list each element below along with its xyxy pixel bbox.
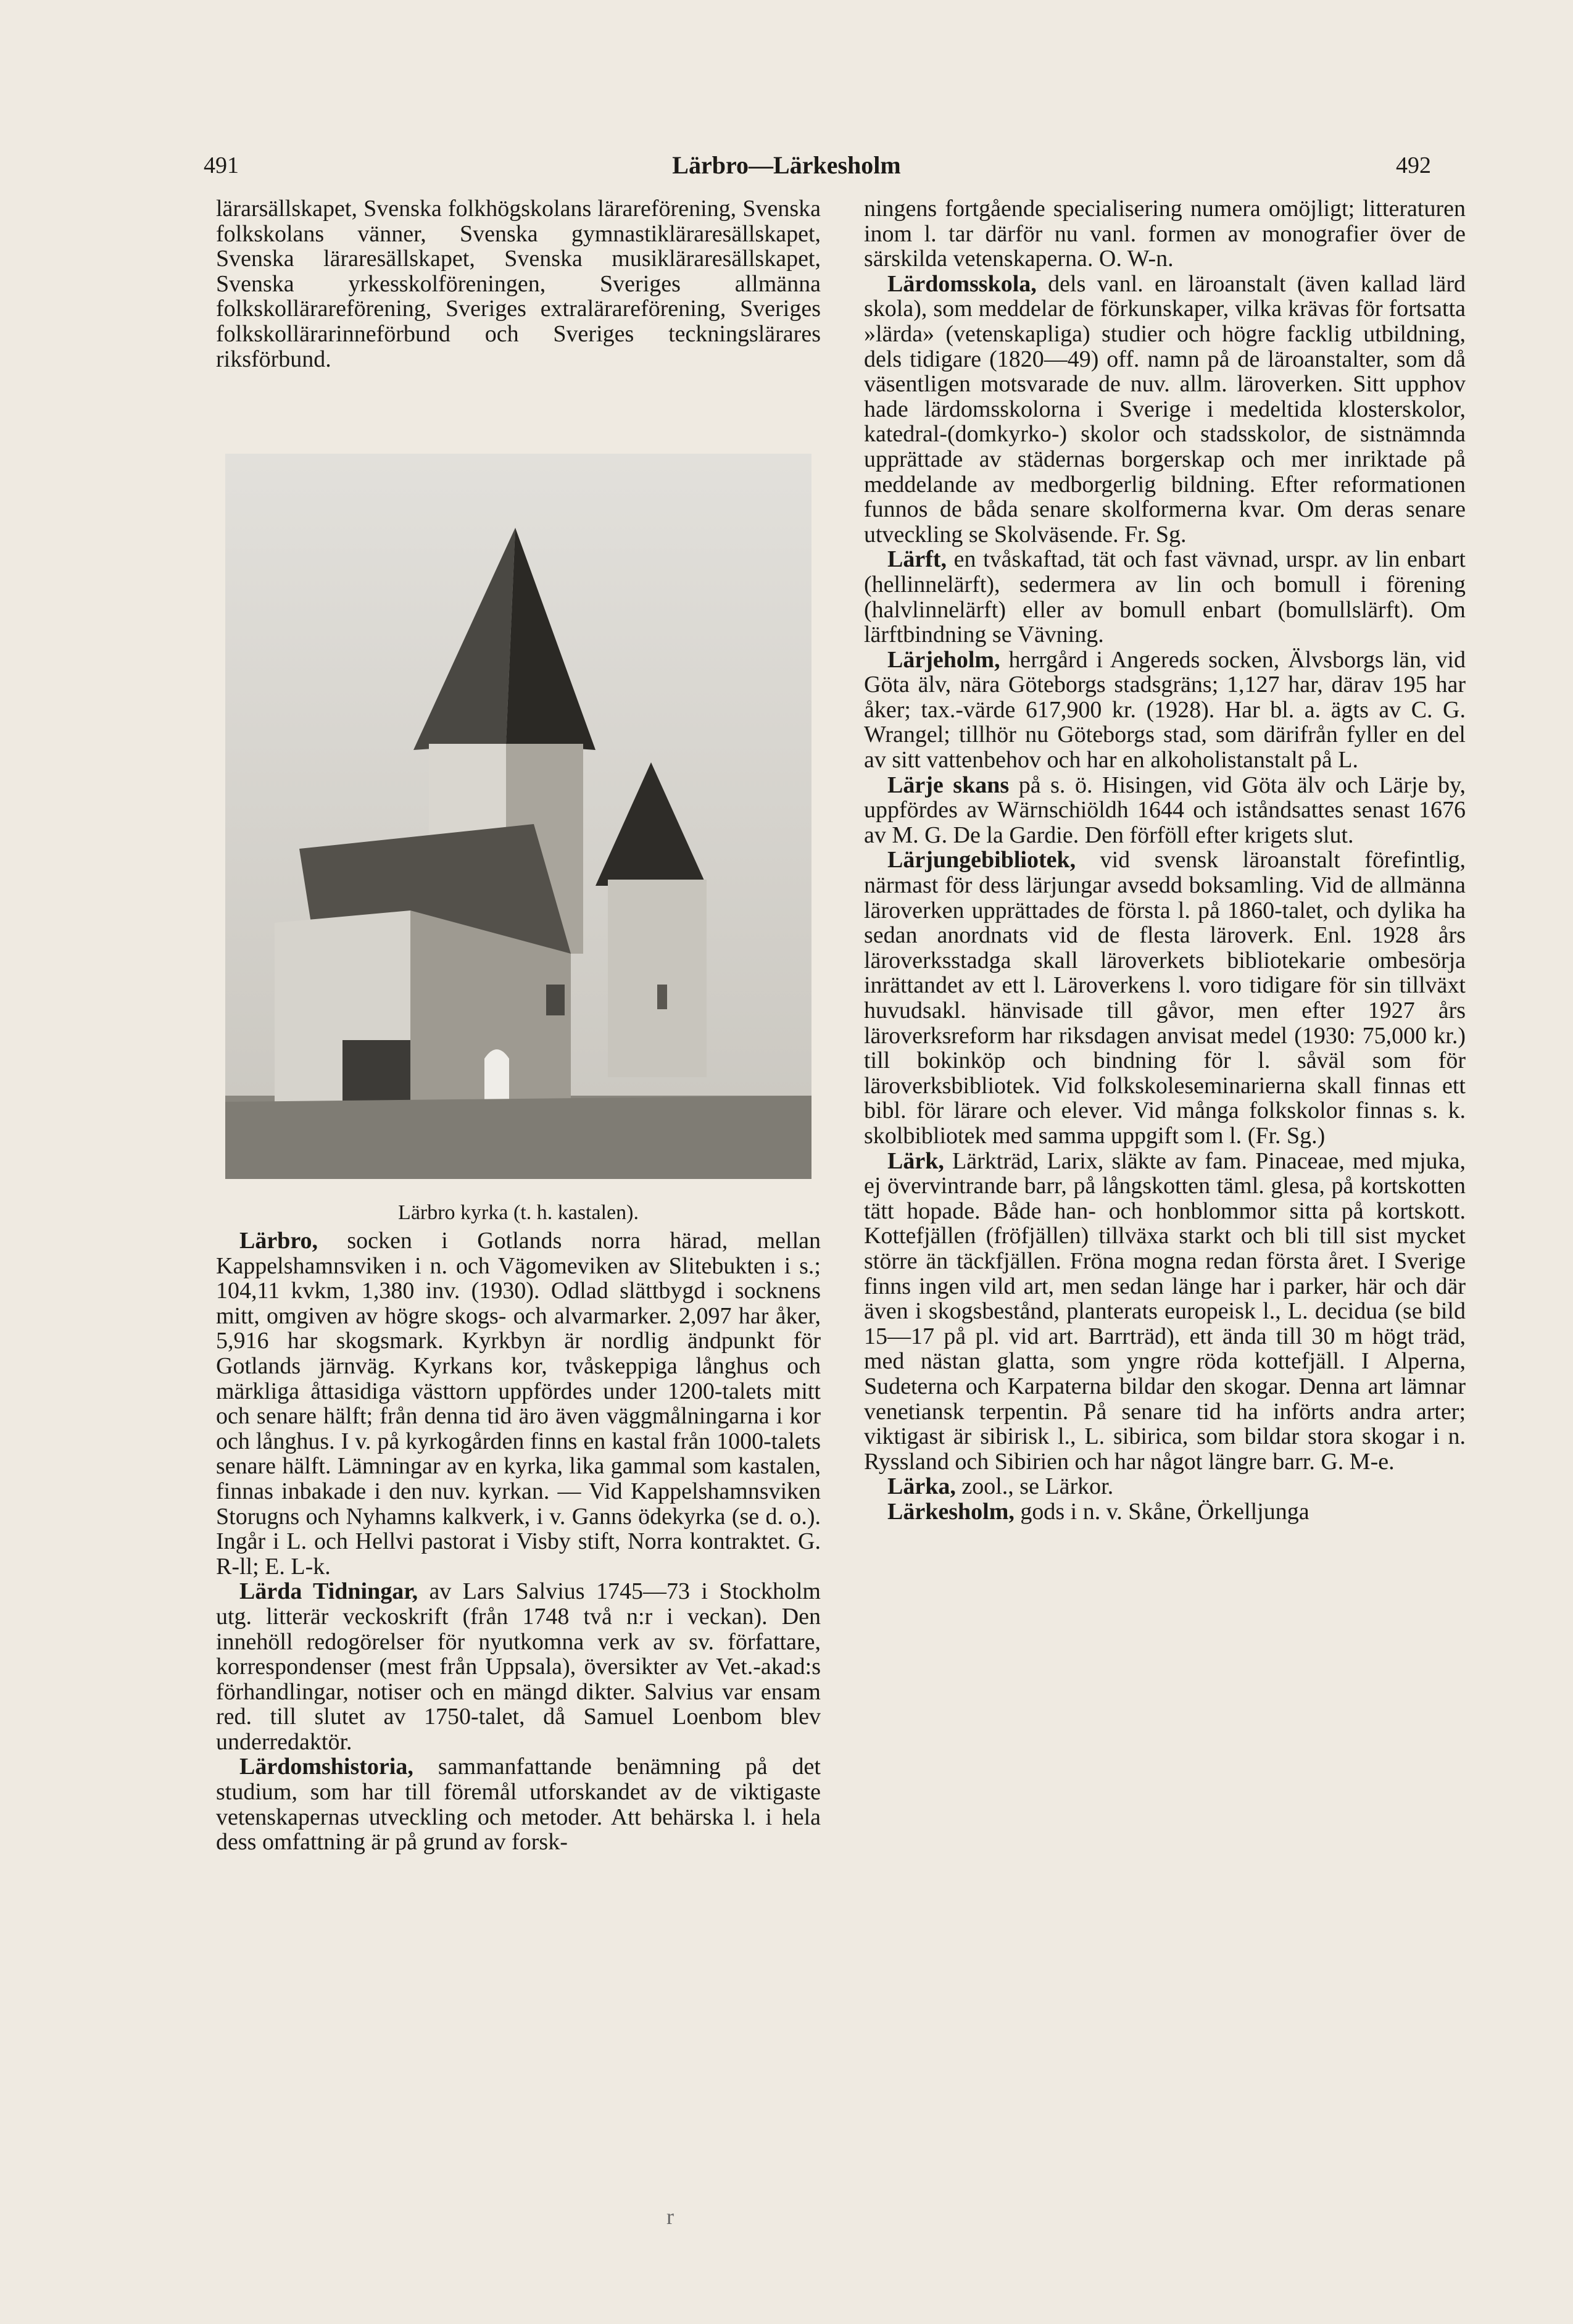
- footer-mark: r: [666, 2204, 674, 2229]
- page-number-left: 491: [204, 152, 239, 178]
- right-column: [864, 196, 1466, 1524]
- entry-larjungebibliotek: [864, 848, 1466, 1148]
- entry-text: gods i n. v. Skåne, Örkelljunga: [1014, 1498, 1309, 1525]
- entry-headword: Lärdomshistoria,: [239, 1754, 413, 1780]
- entry-larka: [864, 1474, 1466, 1499]
- entry-text: socken i Gotlands norra härad, mellan Kappelshamnsviken i n. och Vägomeviken av Slitebukten i s.; 104,11 kvkm, 1,380 inv. (1930). Odlad slättbygd i socknens mitt, omgiven av högre skogs- och alvarmarker. 2,097 har åker, 5,916 har skogsmark. Kyrkbyn är nordlig ändpunkt för Gotlands järnväg. Kyrkans kor, tvåskeppiga långhus och märkliga åttasidiga västtorn uppfördes under 1200-talets mitt och senare hälft; från denna tid äro även väggmålningarna i kor och långhus. I v. på kyrkogården finns en kastal från 1000-talets senare hälft. Lämningar av en kyrka, lika gammal som kastalen, finnas inbakade i den nuv. kyrkan. — Vid Kappelshamnsviken Storugns och Nyhamns kalkverk, i v. Ganns ödekyrka (se d. o.). Ingår i L. och Hellvi pastorat i Visby stift, Norra kontraktet.: [216, 1228, 821, 1555]
- entry-headword: Lärkesholm,: [887, 1498, 1015, 1525]
- left-column-intro: [216, 196, 821, 372]
- entry-signature: G. R-ll; E. L-k.: [216, 1528, 821, 1580]
- entry-larft: [864, 547, 1466, 647]
- entry-signature: O. W-n.: [1098, 246, 1174, 272]
- entry-headword: Lärk,: [887, 1147, 944, 1174]
- entry-text: dels vanl. en läroanstalt (även kallad lärd skola), som meddelar de förkunskaper, vilka krävas för fortsatta »lärda» (vetenskapliga) studier och högre facklig utbildning, dels tidigare (1820—49) off. namn på de läroanstalter, som då väsentligen motsvarade de nuv. allm. läroverken. Sitt upphov hade lärdomsskolorna i Sverige i medeltida klosterskolor, katedral-(domkyrko-) skolor och stadsskolor, de sistnämnda upprättade av städernas borgerskap och mer inriktade på meddelande av medborgerlig bildning. Efter reformationen funnos de båda senare skolformerna kvar. Om deras senare utveckling se Skolväsende.: [864, 270, 1466, 548]
- entry-text: på s. ö. Hisingen, vid Göta älv och Lärje by, uppfördes av Wärnschiöldh 1644 och iståndsattes senast 1676 av M. G. De la Gardie. Den förföll efter krigets slut.: [864, 772, 1466, 848]
- intro-paragraph: lärarsällskapet, Svenska folkhögskolans lärareförening, Svenska folkskolans vänner, Svenska gymnastikläraresällskapet, Svenska läraresällskapet, Svenska musikläraresällskapet, Svenska yrkesskolföreningen, Sveriges allmänna folkskollärareförening, Sveriges extralärareförening, Sveriges folkskollärarinneförbund och Sveriges teckningslärares riksförbund.: [216, 196, 821, 372]
- entry-text: av Lars Salvius 1745—73 i Stockholm utg. litterär veckoskrift (från 1748 två n:r i veckan). Den innehöll redogörelser för nyutkomna verk av sv. författare, korrespondenser (mest från Uppsala), översikter av Vet.-akad:s förhandlingar, notiser och en mängd dikter. Salvius var ensam red. till slutet av 1750-talet, då Samuel Loenbom blev underredaktör.: [216, 1578, 821, 1755]
- figure-caption: Lärbro kyrka (t. h. kastalen).: [398, 1201, 639, 1224]
- entry-text: ningens fortgående specialisering numera omöjligt; litteraturen inom l. tar därför nu vanl. formen av monografier över de särskilda vetenskaperna.: [864, 196, 1466, 272]
- entry-larbro: [216, 1228, 821, 1579]
- entry-text: Lärkträd, Larix, släkte av fam. Pinaceae, med mjuka, ej övervintrande barr, på långskotten täml. glesa, på kortskotten tätt hopade. Både han- och honblommor sitta på kortskott. Kottefjällen (fröfjällen) tillväxa starkt och bli till sist mycket större än täckfjällen. Fröna mogna redan första året. I Sverige finns ingen vild art, men sedan länge har i parker, här och där även i skogsbestånd, planterats europeisk l., L. decidua (se bild 15—17 på pl. vid art. Barrträd), ett ända till 30 m högt träd, med nästan glatta, som yngre röda kottefjäll. I Alperna, Sudeterna och Karpaterna bildar den skogar. Denna art lämnar venetiansk terpentin. På senare tid ha införts andra arter; viktigast är sibirisk l., L. sibirica, som bildar stora skogar i n. Ryssland och Sibirien och har något längre barr.: [864, 1147, 1466, 1475]
- entry-text: vid svensk läroanstalt förefintlig, närmast för dess lärjungar avsedd boksamling. Vid de allmänna läroverken upprättades de första l. på 1860-talet, och dylika ha sedan anordnats vid de flesta läroverk. Enl. 1928 års läroverksstadga skall läroverkets bibliotekarie ombesörja inrättandet av ett l. Läroverkens l. voro tidigare för sin tillväxt huvudsakl. hänvisade till gåvor, men efter 1927 års läroverksreform har riksdagen anvisat medel (1930: 75,000 kr.) till bokinköp och bindning för l. såväl som för läroverksbibliotek. Vid folkskoleseminarierna skall finnas ett bibl. för lärare och elever. Vid många folkskolor finnas s. k. skolbibliotek med samma uppgift som l.: [864, 847, 1466, 1149]
- continuation-paragraph: [864, 196, 1466, 272]
- entry-larkesholm: [864, 1499, 1466, 1525]
- entry-text: zool., se Lärkor.: [955, 1473, 1114, 1500]
- entry-text: sammanfattande benämning på det studium, som har till föremål utforskandet av de viktigaste vetenskapernas utveckling och metoder. Att behärska l. i hela dess omfattning är på grund av forsk-: [216, 1754, 821, 1855]
- entry-lark: [864, 1149, 1466, 1475]
- entry-text: herrgård i Angereds socken, Älvsborgs län, vid Göta älv, nära Göteborgs stadsgräns; 1,127 har, därav 195 har åker; tax.-värde 617,900 kr. (1928). Har bl. a. ägts av C. G. Wrangel; tillhör nu Göteborgs stad, som därifrån fyller en del av sitt vattenbehov och har en alkoholistanstalt på L.: [864, 646, 1466, 773]
- entry-lardomsskola: [864, 272, 1466, 548]
- entry-headword: Lärjungebibliotek,: [887, 847, 1076, 873]
- entry-text: en tvåskaftad, tät och fast vävnad, urspr. av lin enbart (hellinnelärft), sedermera av lin och bomull i förening (halvlinnelärft) eller av bomull enbart (bomullslärft). Om lärftbindning se Vävning.: [864, 546, 1466, 648]
- entry-headword: Lärjeholm,: [887, 646, 1000, 673]
- entry-headword: Lärbro,: [239, 1228, 318, 1254]
- entry-larjeholm: [864, 648, 1466, 773]
- entry-signature: (Fr. Sg.): [1247, 1122, 1326, 1149]
- page-number-right: 492: [1396, 152, 1431, 178]
- left-column-entries: [216, 1228, 821, 1855]
- entry-headword: Lärft,: [887, 546, 947, 573]
- entry-signature: G. M-e.: [1321, 1448, 1395, 1475]
- entry-signature: Fr. Sg.: [1124, 521, 1187, 548]
- entry-larje-skans: [864, 773, 1466, 848]
- entry-headword: Lärje skans: [887, 772, 1010, 798]
- entry-headword: Lärda Tidningar,: [239, 1578, 418, 1605]
- entry-lardomshistoria: [216, 1754, 821, 1854]
- entry-headword: Lärka,: [887, 1473, 956, 1500]
- church-photo: [225, 454, 811, 1179]
- page-header-title: Lärbro—Lärkesholm: [672, 151, 901, 179]
- entry-headword: Lärdomsskola,: [887, 270, 1037, 297]
- entry-larda-tidningar: [216, 1579, 821, 1754]
